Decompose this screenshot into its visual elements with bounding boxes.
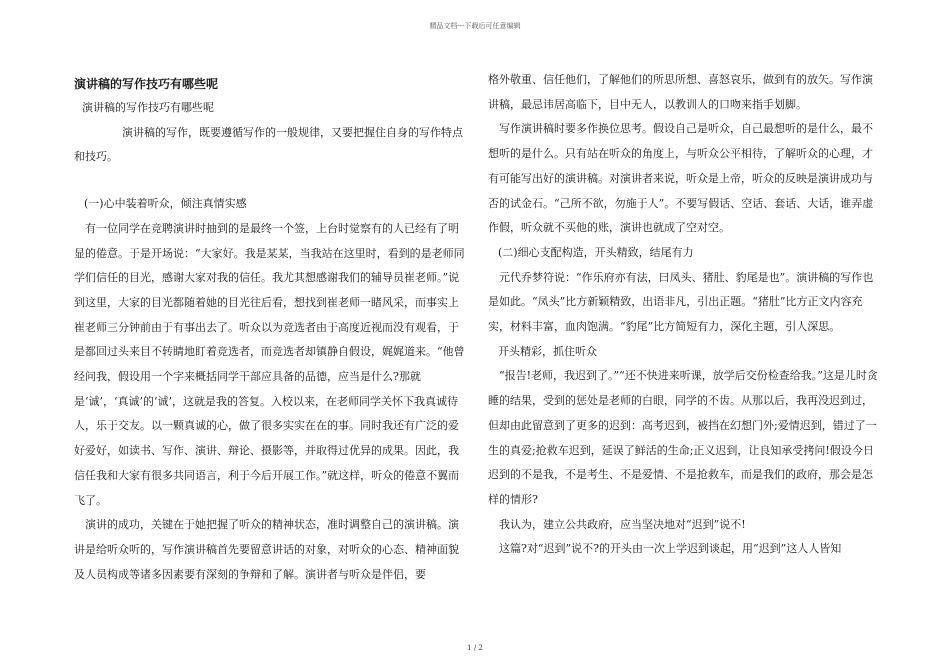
article-title: 演讲稿的写作技巧有哪些呢	[74, 77, 219, 91]
paragraph: 有一位同学在竞聘演讲时抽到的是最终一个签，上台时觉察有的人已经有了明显的倦意。于是开场说：“大家好。我是某某，当我站在这里时，看到的是老师同学们信任的目光，感谢大家对我的信任。我尤其想感谢我们的辅导员崔老师。”说到这里，大家的目光都随着她的目光往后看，想找到崔老师一睹风采，而事实上崔老师三分钟前由于有事出去了。听众以为竞选者由于高度近视而没有观看，于是都回过头来目不转睛地盯着竞选者，而竞选者却镇静自假设，娓娓道来。“他曾经问我，假设用一个字来概括同学干部应具备的品德，应当是什么?那就是‘诚’，‘真诚’的‘诚’，这就是我的答复。入校以来，在老师同学关怀下我真诚待人，乐于交友。以一颗真诚的心，做了很多实实在在的事。同时我还有广泛的爱好爱好，如读书、写作、演讲、辩论、摄影等，并取得过优异的成果。因此，我信任我和大家有很多共同语言，利于今后开展工作。”就这样，听众的倦意不翼而飞了。	[74, 221, 465, 507]
left-column	[74, 68, 466, 587]
paragraph: 演讲的成功，关键在于她把握了听众的精神状态，准时调整自己的演讲稿。演讲是给听众听的，写作演讲稿首先要留意讲话的对象，对听众的心态、精神面貌及人员构成等诸多因素要有深刻的争辩和了解。演讲者与听众是伴侣，要	[74, 518, 459, 581]
right-column	[488, 68, 880, 562]
section-heading-2: (二)细心支配构造，开头精致，结尾有力	[498, 245, 694, 259]
page-header: 精品文档---下载后可任意编辑	[429, 22, 521, 30]
page-number: 1 / 2	[467, 644, 483, 652]
article-subtitle: 演讲稿的写作技巧有哪些呢	[82, 101, 214, 114]
section-heading-3: 开头精彩，抓住听众	[498, 344, 597, 358]
paragraph: 元代乔梦符说：“作乐府亦有法，曰凤头、猪肚、豹尾是也”。演讲稿的写作也是如此。“凤头”比方新颖精致，出语非凡，引出正题。“猪肚”比方正文内容充实，材料丰富，血肉饱满。“豹尾”比方简短有力，深化主题，引人深思。	[488, 270, 874, 334]
section-heading-1: (一)心中装着听众，倾注真情实感	[84, 197, 247, 211]
spacer	[74, 170, 466, 192]
paragraph: 这篇?对“迟到”说不?的开头由一次上学迟到谈起，用“迟到”这人人皆知	[499, 542, 842, 556]
paragraph: “报告!老师，我迟到了。”“还不快进来听课，放学后交份检查给我。”这是儿时贪睡的结果，受到的惩处是老师的白眼，同学的不齿。从那以后，我再没迟到过，但却由此留意到了更多的迟到：高考迟到，被挡在幻想门外;爱情迟到，错过了一生的真爱;抢救车迟到，延误了鲜活的生命;正义迟到，让良知承受拷问!假设今日迟到的不是我，不是考生、不是爱情、不是抢救车，而是我们的政府，那会是怎样的情形?	[488, 369, 878, 506]
paragraph: 格外敬重、信任他们，了解他们的所思所想、喜怒哀乐，做到有的放矢。写作演讲稿，最忌讳居高临下，目中无人，以教训人的口吻来指手划脚。	[488, 73, 873, 111]
intro-paragraph: 演讲稿的写作，既要遵循写作的一般规律，又要把握住自身的写作特点和技巧。	[74, 125, 463, 164]
paragraph: 我认为，建立公共政府，应当坚决地对“迟到”说不!	[499, 517, 746, 531]
paragraph: 写作演讲稿时要多作换位思考。假设自己是听众，自己最想听的是什么，最不想听的是什么。只有站在听众的角度上，与听众公平相待，了解听众的心理，才有可能写出好的演讲稿。对演讲者来说，听众是上帝，听众的反映是演讲成功与否的试金石。“己所不欲，勿施于人”。不要写假话、空话、套话、大话，谁弄虚作假，听众就不买他的账，演讲也就成了空对空。	[488, 122, 874, 235]
